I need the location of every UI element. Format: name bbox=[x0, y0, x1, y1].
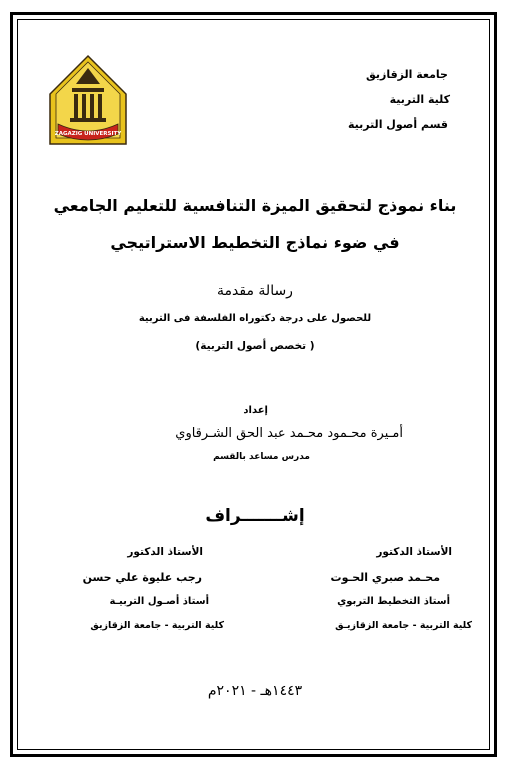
supervisor-1-label: الأستاذ الدكتور bbox=[376, 546, 452, 558]
supervisor-1-affiliation: كلية التربية - جامعة الزقازيـق bbox=[335, 620, 472, 631]
publication-date: ١٤٤٣هـ - ٢٠٢١م bbox=[207, 683, 303, 699]
author-position: مدرس مساعد بالقسم bbox=[213, 452, 310, 462]
department-name: قسم أصول التربية bbox=[347, 118, 448, 131]
logo-lettering: ZAGAZIG UNIVERSITY bbox=[54, 131, 122, 137]
supervisor-2-title: أستاذ أصـول التربيـة bbox=[109, 596, 209, 607]
supervisor-2-affiliation: كلية التربية - جامعة الزقازيق bbox=[90, 620, 224, 631]
university-logo bbox=[48, 54, 128, 146]
thesis-title-line2: في ضوء نماذج التخطيط الاستراتيجي bbox=[110, 233, 400, 252]
supervisor-2-label: الأستاذ الدكتور bbox=[127, 546, 203, 558]
thesis-title-line1: بناء نموذج لتحقيق الميزة التنافسية للتعليم الجامعي bbox=[53, 196, 457, 215]
supervisor-1-title: أستاذ التخطيط التربوي bbox=[337, 596, 450, 607]
degree-purpose: للحصول على درجة دكتوراه الفلسفة فى التربية bbox=[138, 313, 372, 324]
supervisor-2-name: رجب عليوة علي حسن bbox=[82, 571, 202, 584]
thesis-type: رسالة مقدمة bbox=[217, 283, 293, 299]
author-name: أمـيرة محـمود محـمد عبد الحق الشـرقاوي bbox=[175, 426, 403, 441]
specialization: ( تخصص أصول التربية) bbox=[195, 340, 315, 352]
prepared-by-label: إعداد bbox=[243, 405, 268, 416]
faculty-name: كلية التربية bbox=[389, 93, 450, 106]
supervision-heading: إشـــــــراف bbox=[205, 506, 305, 526]
supervisor-1-name: محـمد صبري الحـوت bbox=[330, 571, 440, 584]
university-name: جامعة الزقازيق bbox=[365, 68, 448, 81]
